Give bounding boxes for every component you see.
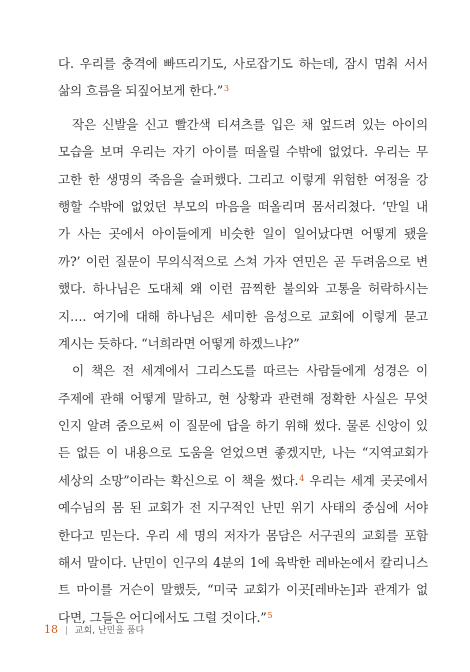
text-line-content: 다면, 그들은 어디에서도 그럴 것이다.” [58, 609, 267, 625]
footnote-marker[interactable]: 5 [267, 610, 273, 620]
footer-separator: | [64, 626, 68, 636]
text-line-content: 삶의 흐름을 되짚어보게 한다.” [58, 83, 224, 99]
text-line: 고한 한 생명의 죽음을 슬퍼했다. 그리고 이렇게 위험한 여정을 강 [58, 171, 428, 187]
text-line-content: 우리는 세계 곳곳에서 [304, 472, 428, 488]
text-line-content: 세상의 소망”이라는 확신으로 이 책을 썼다. [58, 472, 299, 488]
text-line: 모습을 보며 우리는 자기 아이를 떠올릴 수밖에 없었다. 우리는 무 [58, 144, 428, 160]
text-line: 행할 수밖에 없었던 부모의 마음을 떠올리며 몸서리쳤다. ‘만일 내 [58, 198, 428, 214]
text-line: 예수님의 몸 된 교회가 전 지구적인 난민 위기 사태의 중심에 서야 [58, 500, 428, 516]
text-line: 가 사는 곳에서 아이들에게 비슷한 일이 일어났다면 어떻게 됐을 [58, 226, 428, 242]
footnote-marker[interactable]: 4 [299, 473, 305, 483]
text-line: 해서 말이다. 난민이 인구의 4분의 1에 육박한 레바논에서 칼리니스 [58, 555, 428, 571]
text-line: 이 책은 전 세계에서 그리스도를 따르는 사람들에게 성경은 이 [72, 363, 428, 379]
body-text [58, 50, 428, 631]
text-line: 지…. 여기에 대해 하나님은 세미한 음성으로 교회에 이렇게 묻고 [58, 308, 428, 324]
footnote-marker[interactable]: 3 [224, 84, 229, 94]
text-line: 계시는 듯하다. “너희라면 어떻게 하겠느냐?” [58, 335, 300, 351]
text-line [58, 77, 428, 104]
text-line: 다. 우리를 충격에 빠뜨리기도, 사로잡기도 하는데, 잠시 멈춰 서서 [58, 56, 428, 71]
text-line: 든 없든 이 내용으로 도움을 얻었으면 좋겠지만, 나는 “지역교회가 [58, 445, 428, 461]
text-line: 트 마이를 거슨이 말했듯, “미국 교회가 이곳[레바논]과 관계가 없 [58, 582, 428, 598]
page-number: 18 [44, 623, 58, 636]
text-line: 했다. 하나님은 도대체 왜 이런 끔찍한 불의와 고통을 허락하시는 [58, 281, 428, 297]
text-line: 까?’ 이런 질문이 무의식적으로 스쳐 가자 연민은 곧 두려움으로 변 [58, 253, 428, 269]
text-line: 인지 알려 줌으로써 이 질문에 답을 하기 위해 썼다. 물론 신앙이 있 [58, 418, 428, 434]
page-footer [44, 623, 144, 636]
text-line: 한다고 믿는다. 우리 세 명의 저자가 몸담은 서구권의 교회를 포함 [58, 527, 428, 543]
text-line: 주제에 관해 어떻게 말하고, 현 상황과 관련해 정확한 사실은 무엇 [58, 390, 428, 406]
text-line: 작은 신발을 신고 빨간색 티셔츠를 입은 채 엎드려 있는 아이의 [72, 116, 428, 132]
text-line [58, 467, 428, 494]
running-title: 교회, 난민을 품다 [74, 626, 145, 636]
